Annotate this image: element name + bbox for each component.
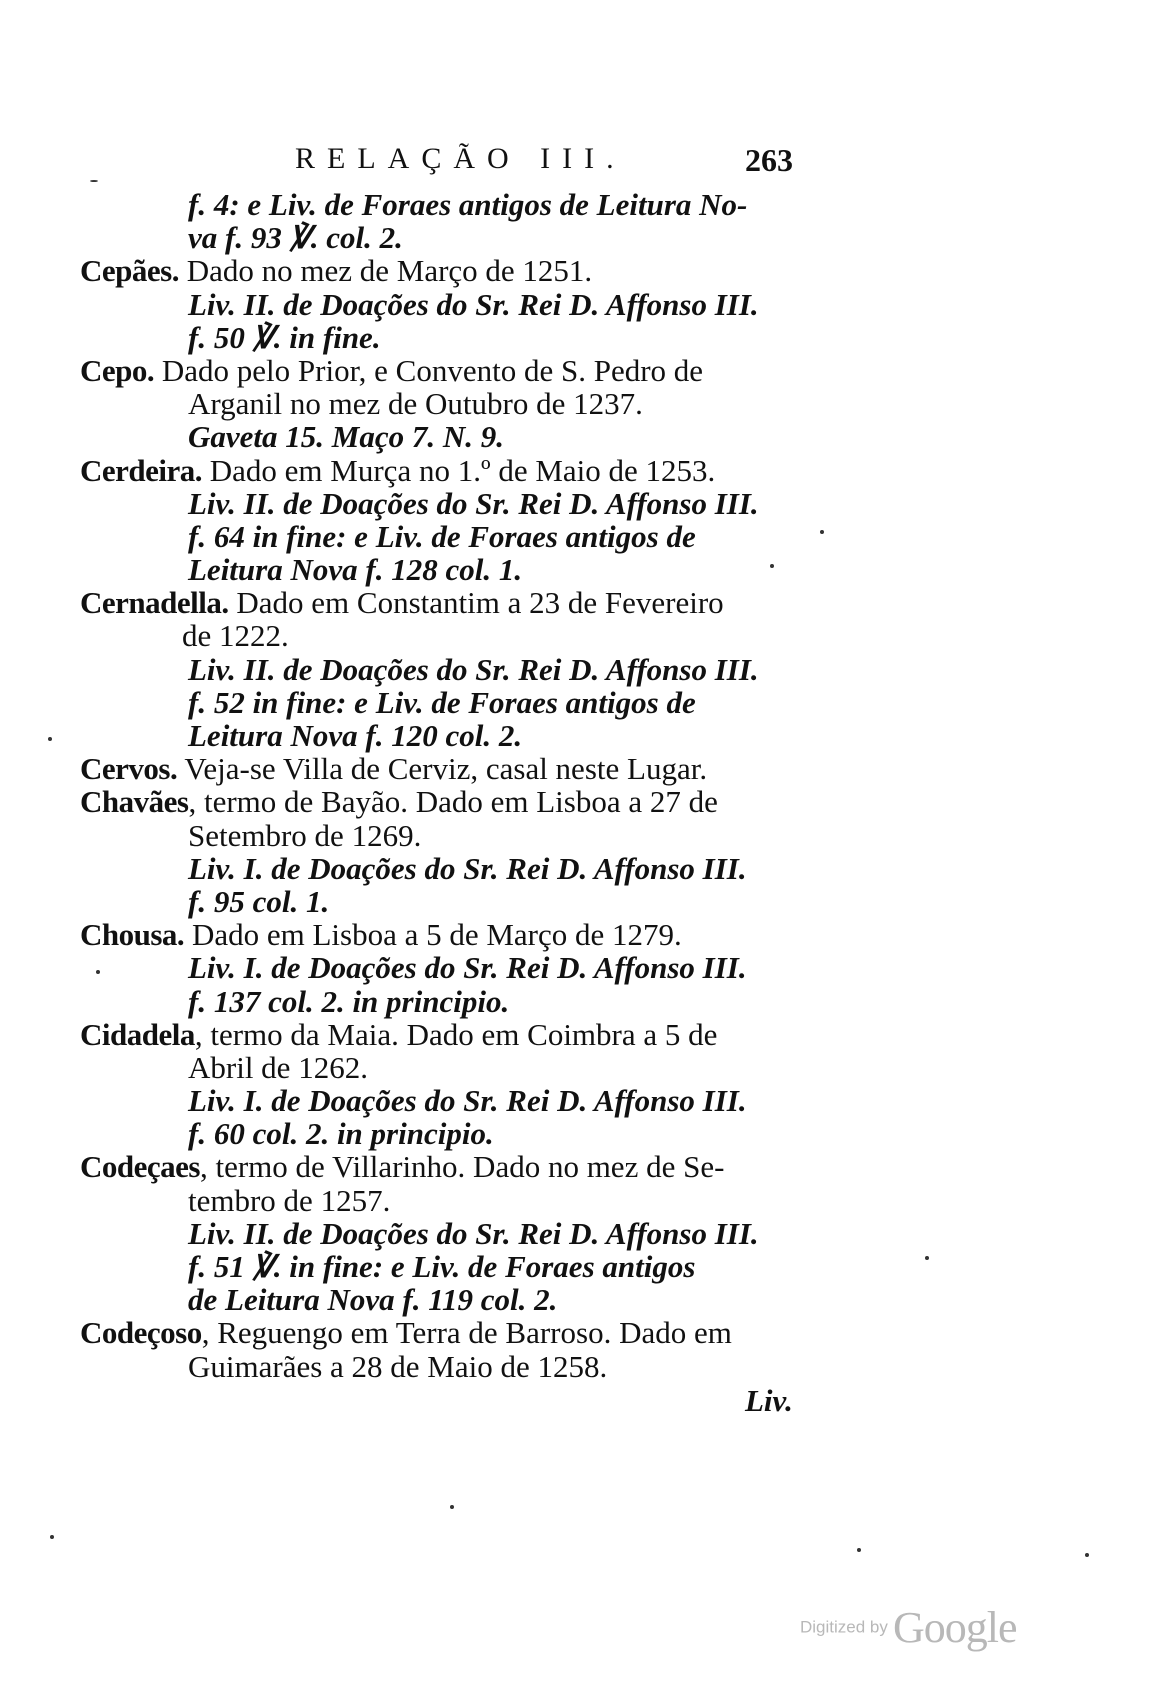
index-entry [80, 785, 840, 918]
entry-headword: Codeçoso [80, 1315, 202, 1351]
entry-first-line [80, 1150, 840, 1183]
entry-first-line [80, 1018, 840, 1051]
index-entry [80, 354, 840, 454]
page-number: 263 [745, 142, 793, 178]
source-reference: de Leitura Nova f. 119 col. 2. [188, 1282, 558, 1318]
entry-text: Dado em Constantim a 23 de Fevereiro [228, 585, 724, 621]
source-reference: Liv. II. de Doações do Sr. Rei D. Affonso III. [188, 651, 759, 687]
index-entry [80, 454, 840, 587]
entry-text: Dado no mez de Março de 1251. [178, 253, 593, 289]
source-reference: Liv. I. de Doações do Sr. Rei D. Affonso III. [188, 1083, 747, 1119]
print-speck [770, 564, 774, 568]
entry-text: Dado pelo Prior, e Convento de S. Pedro de [154, 352, 704, 388]
entry-text: Dado em Lisboa a 5 de Março de 1279. [184, 917, 682, 953]
entry-text: , Reguengo em Terra de Barroso. Dado em [201, 1315, 732, 1351]
entry-headword: Cernadella. [80, 585, 229, 621]
entry-text: , termo de Bayão. Dado em Lisboa a 27 de [188, 784, 718, 820]
entry-text: , termo de Villarinho. Dado no mez de Se- [199, 1149, 725, 1185]
source-reference: f. 137 col. 2. in principio. [188, 983, 510, 1019]
source-reference: Leitura Nova f. 120 col. 2. [188, 718, 523, 753]
source-reference: va f. 93 ℣. col. 2. [188, 220, 403, 256]
source-reference: f. 64 in fine: e Liv. de Foraes antigos de [188, 518, 696, 554]
source-reference: f. 51 ℣. in fine: e Liv. de Foraes antigos [188, 1249, 696, 1284]
source-reference: f. 52 in fine: e Liv. de Foraes antigos de [188, 684, 696, 720]
entry-first-line [80, 918, 840, 951]
entry-continuation: Abril de 1262. [188, 1049, 368, 1085]
google-logo: Google [892, 1603, 1017, 1652]
print-speck [1085, 1553, 1089, 1557]
index-entry [80, 254, 840, 354]
entry-continuation: Setembro de 1269. [188, 817, 422, 853]
print-speck [857, 1548, 861, 1552]
entry-continuation: tembro de 1257. [188, 1182, 391, 1218]
source-reference: Liv. I. de Doações do Sr. Rei D. Affonso III. [188, 850, 747, 886]
entry-text: Dado em Murça no 1.º de Maio de 1253. [202, 452, 716, 488]
digitized-by-google-watermark [800, 1602, 1017, 1653]
entry-first-line [80, 454, 840, 487]
entry-headword: Cepães. [80, 253, 179, 289]
source-reference: Liv. II. de Doações do Sr. Rei D. Affonso III. [188, 485, 759, 521]
index-entry [80, 188, 840, 254]
running-header [0, 142, 1174, 186]
entry-headword: Cidadela [80, 1016, 195, 1052]
print-speck [96, 970, 100, 974]
index-entry [80, 1316, 840, 1382]
entry-headword: Codeçaes [80, 1149, 200, 1185]
entry-headword: Cervos. [80, 751, 178, 787]
source-reference: Leitura Nova f. 128 col. 1. [188, 552, 523, 588]
entry-first-line [80, 1316, 840, 1349]
source-reference: f. 95 col. 1. [188, 883, 330, 919]
source-reference: f. 4: e Liv. de Foraes antigos de Leitura No- [188, 187, 748, 222]
entry-headword: Chavães [80, 784, 189, 820]
entry-first-line [80, 586, 840, 619]
entry-continuation: Guimarães a 28 de Maio de 1258. [188, 1348, 608, 1384]
index-entries [80, 188, 840, 1383]
index-entry [80, 1150, 840, 1316]
source-reference: Gaveta 15. Maço 7. N. 9. [188, 419, 504, 455]
entry-continuation: Arganil no mez de Outubro de 1237. [188, 386, 643, 422]
index-entry [80, 1018, 840, 1151]
entry-text: , termo da Maia. Dado em Coimbra a 5 de [194, 1016, 718, 1052]
entry-first-line [80, 354, 840, 387]
source-reference: f. 60 col. 2. in principio. [188, 1116, 494, 1152]
watermark-prefix: Digitized by [800, 1617, 888, 1637]
print-speck [450, 1505, 454, 1509]
index-entry [80, 586, 840, 752]
print-speck [50, 1535, 54, 1539]
entry-first-line [80, 254, 840, 287]
entry-first-line [80, 785, 840, 818]
entry-first-line [80, 752, 840, 785]
source-reference: Liv. II. de Doações do Sr. Rei D. Affonso III. [188, 1215, 759, 1251]
entry-headword: Cerdeira. [80, 452, 203, 488]
print-speck [820, 530, 824, 534]
catchword: Liv. [745, 1383, 793, 1418]
print-speck [925, 1256, 929, 1260]
source-reference: Liv. I. de Doações do Sr. Rei D. Affonso III. [188, 950, 747, 986]
print-speck [48, 737, 52, 741]
index-entry [80, 918, 840, 1018]
index-entry [80, 752, 840, 785]
source-reference: Liv. II. de Doações do Sr. Rei D. Affonso III. [188, 286, 759, 322]
entry-headword: Chousa. [80, 917, 185, 953]
running-title: RELAÇÃO III. [295, 142, 626, 175]
entry-text: Veja-se Villa de Cerviz, casal neste Lugar. [177, 751, 708, 787]
entry-continuation: de 1222. [182, 618, 289, 654]
print-speck [90, 180, 98, 182]
source-reference: f. 50 ℣. in fine. [188, 319, 381, 355]
entry-headword: Cepo. [80, 352, 155, 388]
